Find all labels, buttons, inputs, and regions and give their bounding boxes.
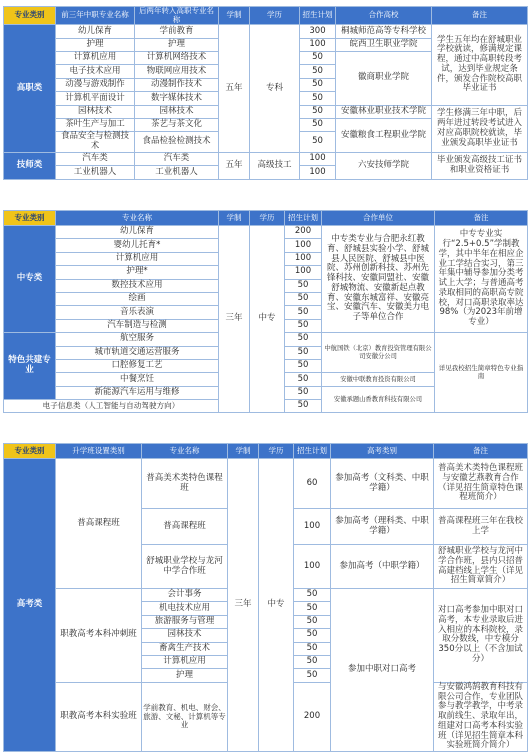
major: 会计事务 bbox=[142, 589, 228, 602]
degree: 中专 bbox=[259, 459, 294, 752]
duration: 五年 bbox=[219, 25, 250, 153]
gz-major: 茶艺与茶文化 bbox=[135, 118, 219, 131]
plan: 50 bbox=[300, 65, 336, 78]
table-row bbox=[4, 152, 528, 165]
major: 计算机应用 bbox=[56, 252, 219, 265]
major: 幼儿保育 bbox=[56, 226, 219, 239]
header-plan: 招生计划 bbox=[294, 444, 331, 459]
college: 安徽林业职业技术学院 bbox=[336, 105, 432, 118]
header-partner: 合作单位 bbox=[322, 211, 435, 226]
header-duration: 学制 bbox=[219, 7, 250, 25]
plan: 100 bbox=[300, 166, 336, 179]
plan: 50 bbox=[294, 655, 331, 668]
plan: 50 bbox=[300, 78, 336, 91]
table-header-row bbox=[4, 444, 528, 459]
plan: 50 bbox=[294, 589, 331, 602]
plan: 50 bbox=[285, 279, 322, 292]
plan: 50 bbox=[300, 92, 336, 105]
exam-type: 参加中职对口高考 bbox=[331, 589, 434, 752]
duration: 三年 bbox=[228, 459, 259, 752]
gz-major: 汽车类 bbox=[135, 152, 219, 165]
gz-major: 护理 bbox=[135, 38, 219, 51]
zz-major: 计算机应用 bbox=[56, 52, 135, 65]
gz-major: 物联网应用技术 bbox=[135, 65, 219, 78]
plan: 50 bbox=[294, 642, 331, 655]
major: 舒城职业学校与龙河中学合作班 bbox=[142, 545, 228, 589]
plan: 100 bbox=[300, 38, 336, 51]
major: 新能源汽车运用与维修 bbox=[56, 386, 219, 399]
table-row bbox=[4, 459, 528, 509]
major: 口腔修复工艺 bbox=[56, 359, 219, 372]
plan: 50 bbox=[285, 319, 322, 332]
college: 徽商职业学院 bbox=[336, 52, 432, 106]
major: 普高课程班 bbox=[142, 509, 228, 545]
header-note: 备注 bbox=[434, 444, 528, 459]
college: 皖西卫生职业学院 bbox=[336, 38, 432, 51]
major: 学前教育、机电、财会、旅游、文秘、计算机等专业 bbox=[142, 682, 228, 751]
header-major: 专业名称 bbox=[142, 444, 228, 459]
zz-major: 计算机平面设计 bbox=[56, 92, 135, 105]
partner: 中专类专业与合肥永红教育、舒城县实验小学、舒城县人民医院、舒城县中医院、苏州创新科技、苏州先锋科技、安徽同盟社、安徽舒城物流、安徽新起点教育、安徽东城富祥、安徽亮宝、安徽汽车、安徽美力电子等单位合作 bbox=[322, 226, 435, 333]
plan: 50 bbox=[294, 602, 331, 615]
gaokao-table bbox=[3, 443, 528, 752]
category-zhongzhuan: 中专类 bbox=[4, 226, 56, 333]
major: 城市轨道交通运营服务 bbox=[56, 346, 219, 359]
major: 婴幼儿托育* bbox=[56, 239, 219, 252]
gz-major: 动漫制作技术 bbox=[135, 78, 219, 91]
higher-vocational-table bbox=[3, 6, 528, 180]
partner: 安徽承题山香教育科技有限公司 bbox=[322, 386, 435, 413]
plan: 100 bbox=[294, 509, 331, 545]
note: 详见我校招生简章特色专业指南 bbox=[435, 333, 528, 413]
plan: 50 bbox=[294, 629, 331, 642]
header-gz-major: 后两年转入高职专业名称 bbox=[135, 7, 219, 25]
major: 数控技术应用 bbox=[56, 279, 219, 292]
secondary-vocational-table bbox=[3, 210, 528, 413]
major: 旅游服务与管理 bbox=[142, 615, 228, 628]
plan: 50 bbox=[300, 132, 336, 153]
zz-major: 食品安全与检测技术 bbox=[56, 132, 135, 153]
major: 音乐表演 bbox=[56, 306, 219, 319]
header-plan: 招生计划 bbox=[300, 7, 336, 25]
plan: 50 bbox=[294, 669, 331, 682]
major: 护理* bbox=[56, 266, 219, 279]
plan: 50 bbox=[294, 615, 331, 628]
plan: 50 bbox=[285, 359, 322, 372]
duration: 三年 bbox=[219, 226, 250, 413]
plan: 50 bbox=[300, 118, 336, 131]
header-duration: 学制 bbox=[219, 211, 250, 226]
plan: 50 bbox=[285, 386, 322, 399]
zz-major: 工业机器人 bbox=[56, 166, 135, 179]
exam-type: 参加高考（理科类、中职学籍） bbox=[331, 509, 434, 545]
plan: 100 bbox=[294, 545, 331, 589]
header-plan: 招生计划 bbox=[285, 211, 322, 226]
zz-major: 电子技术应用 bbox=[56, 65, 135, 78]
plan: 100 bbox=[285, 252, 322, 265]
degree: 专科 bbox=[250, 25, 300, 153]
note: 学生修满三年中职，后两年进过转段考试进入对应高职院校就读，毕业颁发高职毕业证书 bbox=[432, 105, 528, 152]
header-zz-major: 前三年中职专业名称 bbox=[56, 7, 135, 25]
major: 航空服务 bbox=[56, 333, 219, 346]
zz-major: 幼儿保育 bbox=[56, 25, 135, 38]
zz-major: 护理 bbox=[56, 38, 135, 51]
plan: 50 bbox=[300, 52, 336, 65]
note: 舒城职业学校与龙河中学合作班，县内只招普高建档线上学生（详见招生简章简介） bbox=[434, 545, 528, 589]
college: 六安技师学院 bbox=[336, 152, 432, 179]
gz-major: 工业机器人 bbox=[135, 166, 219, 179]
header-exam-type: 高考类别 bbox=[331, 444, 434, 459]
category-gaokao: 高考类 bbox=[4, 459, 56, 752]
header-duration: 学制 bbox=[228, 444, 259, 459]
header-category: 专业类别 bbox=[4, 211, 56, 226]
plan: 50 bbox=[285, 400, 322, 413]
header-degree: 学历 bbox=[259, 444, 294, 459]
note: 对口高考参加中职对口高考，本专业录取后进入相应的本科院校，录取分数线，中专模分350分以上（不含加试分） bbox=[434, 589, 528, 683]
major: 绘画 bbox=[56, 292, 219, 305]
plan: 50 bbox=[300, 105, 336, 118]
degree: 中专 bbox=[250, 226, 285, 413]
table-header-row bbox=[4, 211, 528, 226]
class-type: 职教高考本科实验班 bbox=[56, 682, 142, 751]
gz-major: 数字媒体技术 bbox=[135, 92, 219, 105]
college: 桐城师范高等专科学校 bbox=[336, 25, 432, 38]
header-degree: 学历 bbox=[250, 7, 300, 25]
header-category: 专业类别 bbox=[4, 444, 56, 459]
note: 中专专业实行“2.5+0.5”学制教学，其中半年在相应企业工学结合实习，第三年集中辅导参加分类考试上大学；与普通高考录取相同的高职高专院校，对口高职录取率达98%（为2023年前增专业） bbox=[435, 226, 528, 333]
exam-type: 参加高考（中职学籍） bbox=[331, 545, 434, 589]
major: 护理 bbox=[142, 669, 228, 682]
zz-major: 园林技术 bbox=[56, 105, 135, 118]
plan: 300 bbox=[300, 25, 336, 38]
duration: 五年 bbox=[219, 152, 250, 179]
category-gaozhi: 高职类 bbox=[4, 25, 56, 153]
note: 普高美术类特色课程班与安徽艺燕教育合作（详见招生简章特色课程班简介） bbox=[434, 459, 528, 509]
major: 园林技术 bbox=[142, 629, 228, 642]
major: 畜禽生产技术 bbox=[142, 642, 228, 655]
header-degree: 学历 bbox=[250, 211, 285, 226]
zz-major: 茶叶生产与加工 bbox=[56, 118, 135, 131]
note: 学生五年均在舒城职业学校就读，修满规定课程，通过中高职转段考试，达到毕业规定条件，颁发合作院校高职毕业证书 bbox=[432, 25, 528, 105]
major: 普高美术类特色课程班 bbox=[142, 459, 228, 509]
header-note: 备注 bbox=[435, 211, 528, 226]
major: 计算机应用 bbox=[142, 655, 228, 668]
partner: 中航国铁（北京）教育投资管理有限公司安徽分公司 bbox=[322, 333, 435, 373]
degree: 高级技工 bbox=[250, 152, 300, 179]
gz-major: 园林技术 bbox=[135, 105, 219, 118]
plan: 50 bbox=[285, 306, 322, 319]
plan: 200 bbox=[294, 682, 331, 751]
gz-major: 计算机网络技术 bbox=[135, 52, 219, 65]
plan: 50 bbox=[285, 292, 322, 305]
note: 与安徽鸿鹄教育科技有限公司合作，专业团队参与教学教学，中考录取前线生、录取年出，组建对口高考本科实验班（详见招生简章本科实验班简介简介） bbox=[434, 682, 528, 751]
plan: 200 bbox=[285, 226, 322, 239]
plan: 50 bbox=[285, 346, 322, 359]
category-tese: 特色共建专业 bbox=[4, 333, 56, 400]
gz-major: 学前教育 bbox=[135, 25, 219, 38]
partner: 安徽中联教育投资有限公司 bbox=[322, 373, 435, 386]
header-note: 备注 bbox=[432, 7, 528, 25]
college: 安徽粮食工程职业学院 bbox=[336, 118, 432, 152]
exam-type: 参加高考（文科类、中职学籍） bbox=[331, 459, 434, 509]
plan: 100 bbox=[285, 266, 322, 279]
header-category: 专业类别 bbox=[4, 7, 56, 25]
plan: 100 bbox=[300, 152, 336, 165]
major: 机电技术应用 bbox=[142, 602, 228, 615]
major: 中餐烹饪 bbox=[56, 373, 219, 386]
major: 电子信息类（人工智能与自动驾驶方向） bbox=[4, 400, 219, 413]
zz-major: 动漫与游戏制作 bbox=[56, 78, 135, 91]
gz-major: 食品检验检测技术 bbox=[135, 132, 219, 153]
header-college: 合作高校 bbox=[336, 7, 432, 25]
header-major: 专业名称 bbox=[56, 211, 219, 226]
class-type: 普高课程班 bbox=[56, 459, 142, 589]
note: 普高课程班三年在我校上学 bbox=[434, 509, 528, 545]
plan: 100 bbox=[285, 239, 322, 252]
note: 毕业颁发高级技工证书和职业资格证书 bbox=[432, 152, 528, 179]
zz-major: 汽车类 bbox=[56, 152, 135, 165]
table-header-row bbox=[4, 7, 528, 25]
category-jishi: 技师类 bbox=[4, 152, 56, 179]
header-class-type: 升学班设置类别 bbox=[56, 444, 142, 459]
plan: 50 bbox=[285, 373, 322, 386]
plan: 60 bbox=[294, 459, 331, 509]
table-row bbox=[4, 226, 528, 239]
major: 汽车制造与检测 bbox=[56, 319, 219, 332]
plan: 50 bbox=[285, 333, 322, 346]
class-type: 职教高考本科冲刺班 bbox=[56, 589, 142, 683]
table-row bbox=[4, 25, 528, 38]
